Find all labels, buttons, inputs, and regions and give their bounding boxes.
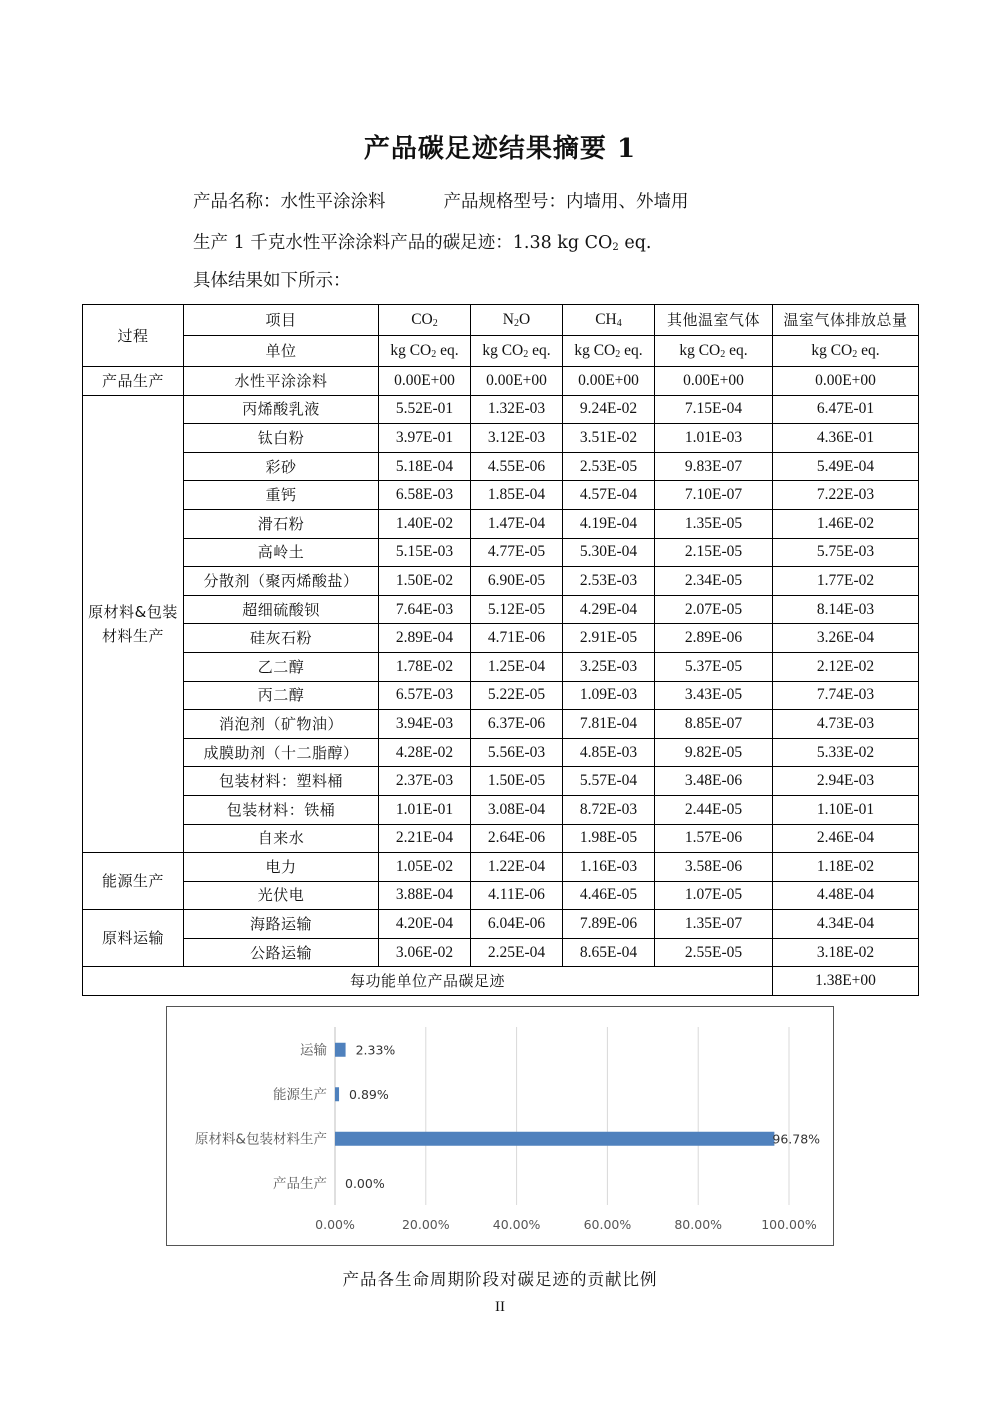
value-cell: 6.90E-05 — [471, 567, 563, 596]
table-row — [83, 710, 919, 739]
cell-text: eq. — [436, 342, 459, 359]
value-cell: 1.01E-01 — [379, 795, 471, 824]
item-cell: 海路运输 — [184, 910, 379, 939]
table-row — [83, 767, 919, 796]
value-cell: 6.47E-01 — [773, 395, 919, 424]
item-cell: 公路运输 — [184, 938, 379, 967]
value-cell: 1.05E-02 — [379, 853, 471, 882]
bar — [335, 1087, 339, 1101]
value-cell: 7.74E-03 — [773, 681, 919, 710]
value-cell: 4.34E-04 — [773, 910, 919, 939]
value-cell: 5.52E-01 — [379, 395, 471, 424]
value-cell: 3.18E-02 — [773, 938, 919, 967]
footer-label: 每功能单位产品碳足迹 — [83, 967, 773, 996]
item-cell: 包装材料：铁桶 — [184, 795, 379, 824]
cell-subscript: 4 — [616, 318, 622, 329]
value-cell: 4.20E-04 — [379, 910, 471, 939]
value-cell: 1.09E-03 — [563, 681, 655, 710]
value-cell: 1.01E-03 — [655, 424, 773, 453]
process-cell: 原料运输 — [83, 910, 184, 967]
table-row — [83, 652, 919, 681]
value-cell: 1.78E-02 — [379, 652, 471, 681]
value-cell: 3.48E-06 — [655, 767, 773, 796]
value-cell: 4.55E-06 — [471, 452, 563, 481]
value-cell: 7.15E-04 — [655, 395, 773, 424]
table-row — [83, 395, 919, 424]
item-cell: 包装材料：塑料桶 — [184, 767, 379, 796]
value-cell: 4.57E-04 — [563, 481, 655, 510]
header-process: 过程 — [83, 305, 184, 367]
item-cell: 滑石粉 — [184, 509, 379, 538]
value-cell: 0.00E+00 — [773, 367, 919, 396]
value-cell: 2.64E-06 — [471, 824, 563, 853]
results-intro: 具体结果如下所示： — [193, 271, 351, 291]
data-label: 0.89% — [349, 1086, 389, 1102]
value-cell: 4.77E-05 — [471, 538, 563, 567]
item-cell: 自来水 — [184, 824, 379, 853]
cell-text: kg CO — [574, 342, 616, 359]
footprint-subscript: 2 — [612, 242, 619, 253]
value-cell: 7.22E-03 — [773, 481, 919, 510]
value-cell: 6.57E-03 — [379, 681, 471, 710]
value-cell: 1.32E-03 — [471, 395, 563, 424]
cell-text: eq. — [528, 342, 551, 359]
value-cell: 2.55E-05 — [655, 938, 773, 967]
item-cell: 钛白粉 — [184, 424, 379, 453]
cell-subscript: 2 — [523, 349, 529, 360]
value-cell: 5.12E-05 — [471, 595, 563, 624]
cell-text: N — [502, 311, 514, 328]
value-cell: 1.77E-02 — [773, 567, 919, 596]
unit-cell — [379, 336, 471, 367]
value-cell: 3.12E-03 — [471, 424, 563, 453]
value-cell: 4.46E-05 — [563, 881, 655, 910]
value-cell: 2.44E-05 — [655, 795, 773, 824]
table-row — [83, 910, 919, 939]
value-cell: 7.64E-03 — [379, 595, 471, 624]
table-row — [83, 881, 919, 910]
unit-cell — [773, 336, 919, 367]
value-cell: 4.36E-01 — [773, 424, 919, 453]
value-cell: 2.89E-06 — [655, 624, 773, 653]
value-cell: 0.00E+00 — [563, 367, 655, 396]
value-cell: 1.57E-06 — [655, 824, 773, 853]
page-number: II — [495, 1299, 505, 1315]
value-cell: 3.06E-02 — [379, 938, 471, 967]
cell-subscript: 2 — [432, 318, 438, 329]
cell-text: CH — [595, 311, 617, 328]
value-cell: 1.18E-02 — [773, 853, 919, 882]
value-cell: 1.98E-05 — [563, 824, 655, 853]
value-cell: 9.24E-02 — [563, 395, 655, 424]
product-spec: 产品规格型号：内墙用、外墙用 — [443, 192, 689, 212]
value-cell: 5.57E-04 — [563, 767, 655, 796]
bar — [335, 1043, 346, 1057]
value-cell: 3.97E-01 — [379, 424, 471, 453]
contribution-chart — [166, 1006, 834, 1246]
value-cell: 1.25E-04 — [471, 652, 563, 681]
value-cell: 5.56E-03 — [471, 738, 563, 767]
value-cell: 3.58E-06 — [655, 853, 773, 882]
value-cell: 8.72E-03 — [563, 795, 655, 824]
cell-text: kg CO — [679, 342, 721, 359]
value-cell: 8.65E-04 — [563, 938, 655, 967]
value-cell: 4.71E-06 — [471, 624, 563, 653]
table-row — [83, 738, 919, 767]
value-cell: 4.19E-04 — [563, 509, 655, 538]
value-cell: 1.85E-04 — [471, 481, 563, 510]
unit-cell — [655, 336, 773, 367]
value-cell: 1.40E-02 — [379, 509, 471, 538]
bar — [335, 1132, 774, 1146]
process-cell: 产品生产 — [83, 367, 184, 396]
x-tick-label: 40.00% — [492, 1217, 541, 1232]
value-cell: 5.75E-03 — [773, 538, 919, 567]
value-cell: 4.28E-02 — [379, 738, 471, 767]
x-tick-label: 100.00% — [761, 1217, 817, 1232]
product-name: 产品名称：水性平涂涂料 — [193, 192, 386, 212]
value-cell: 3.26E-04 — [773, 624, 919, 653]
table-row — [83, 595, 919, 624]
value-cell: 8.85E-07 — [655, 710, 773, 739]
value-cell: 7.81E-04 — [563, 710, 655, 739]
table-row — [83, 538, 919, 567]
value-cell: 5.30E-04 — [563, 538, 655, 567]
cell-subscript: 2 — [720, 349, 726, 360]
cell-subscript: 2 — [615, 349, 621, 360]
table-row — [83, 367, 919, 396]
value-cell: 2.34E-05 — [655, 567, 773, 596]
value-cell: 2.25E-04 — [471, 938, 563, 967]
value-cell: 5.49E-04 — [773, 452, 919, 481]
value-cell: 9.83E-07 — [655, 452, 773, 481]
item-cell: 成膜助剂（十二脂醇） — [184, 738, 379, 767]
value-cell: 2.94E-03 — [773, 767, 919, 796]
value-cell: 9.82E-05 — [655, 738, 773, 767]
chart-caption: 产品各生命周期阶段对碳足迹的贡献比例 — [342, 1270, 658, 1289]
value-cell: 5.15E-03 — [379, 538, 471, 567]
table-header-row — [83, 305, 919, 336]
value-cell: 2.46E-04 — [773, 824, 919, 853]
value-cell: 2.53E-03 — [563, 567, 655, 596]
value-cell: 4.48E-04 — [773, 881, 919, 910]
item-cell: 丙烯酸乳液 — [184, 395, 379, 424]
table-row — [83, 938, 919, 967]
item-cell: 超细硫酸钡 — [184, 595, 379, 624]
value-cell: 5.18E-04 — [379, 452, 471, 481]
footprint-text: 生产 1 千克水性平涂涂料产品的碳足迹：1.38 kg CO — [193, 233, 613, 253]
value-cell: 2.37E-03 — [379, 767, 471, 796]
value-cell: 2.15E-05 — [655, 538, 773, 567]
table-row — [83, 795, 919, 824]
category-label: 产品生产 — [273, 1175, 327, 1192]
unit-cell — [563, 336, 655, 367]
category-label: 原材料&包装材料生产 — [194, 1131, 327, 1148]
value-cell: 6.58E-03 — [379, 481, 471, 510]
value-cell: 0.00E+00 — [471, 367, 563, 396]
value-cell: 3.25E-03 — [563, 652, 655, 681]
item-cell: 消泡剂（矿物油） — [184, 710, 379, 739]
value-cell: 5.22E-05 — [471, 681, 563, 710]
value-cell: 2.91E-05 — [563, 624, 655, 653]
footprint-statement — [193, 229, 651, 254]
header-gas — [379, 305, 471, 336]
cell-text: O — [519, 311, 531, 328]
value-cell: 6.37E-06 — [471, 710, 563, 739]
item-cell: 重钙 — [184, 481, 379, 510]
cell-text: eq. — [857, 342, 880, 359]
item-cell: 水性平涂涂料 — [184, 367, 379, 396]
table-row — [83, 452, 919, 481]
value-cell: 7.10E-07 — [655, 481, 773, 510]
table-row — [83, 567, 919, 596]
header-gas — [563, 305, 655, 336]
value-cell: 4.73E-03 — [773, 710, 919, 739]
table-row — [83, 824, 919, 853]
value-cell: 1.35E-07 — [655, 910, 773, 939]
table-unit-row — [83, 336, 919, 367]
value-cell: 2.53E-05 — [563, 452, 655, 481]
value-cell: 1.46E-02 — [773, 509, 919, 538]
header-item: 项目 — [184, 305, 379, 336]
value-cell: 3.88E-04 — [379, 881, 471, 910]
value-cell: 2.89E-04 — [379, 624, 471, 653]
value-cell: 1.22E-04 — [471, 853, 563, 882]
value-cell: 2.12E-02 — [773, 652, 919, 681]
table-row — [83, 509, 919, 538]
data-label: 96.78% — [772, 1131, 821, 1147]
item-cell: 分散剂（聚丙烯酸盐） — [184, 567, 379, 596]
value-cell: 5.33E-02 — [773, 738, 919, 767]
table-row — [83, 624, 919, 653]
footer-value: 1.38E+00 — [773, 967, 919, 996]
item-cell: 丙二醇 — [184, 681, 379, 710]
unit-cell — [471, 336, 563, 367]
value-cell: 2.07E-05 — [655, 595, 773, 624]
footprint-suffix: eq. — [618, 233, 652, 253]
page-title: 产品碳足迹结果摘要 1 — [363, 134, 637, 164]
value-cell: 4.11E-06 — [471, 881, 563, 910]
carbon-footprint-table — [82, 304, 919, 996]
data-label: 2.33% — [355, 1042, 396, 1058]
cell-text: eq. — [725, 342, 748, 359]
contribution-chart-svg — [167, 1007, 833, 1245]
value-cell: 1.10E-01 — [773, 795, 919, 824]
value-cell: 8.14E-03 — [773, 595, 919, 624]
value-cell: 1.50E-02 — [379, 567, 471, 596]
value-cell: 4.85E-03 — [563, 738, 655, 767]
value-cell: 0.00E+00 — [379, 367, 471, 396]
value-cell: 1.47E-04 — [471, 509, 563, 538]
value-cell: 3.08E-04 — [471, 795, 563, 824]
category-label: 能源生产 — [273, 1086, 327, 1103]
product-info-line — [193, 188, 689, 213]
value-cell: 3.43E-05 — [655, 681, 773, 710]
header-total: 温室气体排放总量 — [773, 305, 919, 336]
value-cell: 1.35E-05 — [655, 509, 773, 538]
value-cell: 5.37E-05 — [655, 652, 773, 681]
item-cell: 高岭土 — [184, 538, 379, 567]
cell-text: CO — [411, 311, 433, 328]
item-cell: 光伏电 — [184, 881, 379, 910]
table-footer-row — [83, 967, 919, 996]
header-gas — [471, 305, 563, 336]
value-cell: 0.00E+00 — [655, 367, 773, 396]
value-cell: 2.21E-04 — [379, 824, 471, 853]
cell-subscript: 2 — [431, 349, 437, 360]
cell-subscript: 2 — [852, 349, 858, 360]
data-label: 0.00% — [345, 1175, 385, 1191]
cell-subscript: 2 — [514, 318, 519, 329]
table-row — [83, 481, 919, 510]
value-cell: 7.89E-06 — [563, 910, 655, 939]
table-row — [83, 681, 919, 710]
process-cell: 能源生产 — [83, 853, 184, 910]
value-cell: 3.51E-02 — [563, 424, 655, 453]
value-cell: 3.94E-03 — [379, 710, 471, 739]
cell-text: kg CO — [811, 342, 853, 359]
cell-text: eq. — [620, 342, 643, 359]
item-cell: 电力 — [184, 853, 379, 882]
value-cell: 6.04E-06 — [471, 910, 563, 939]
value-cell: 1.50E-05 — [471, 767, 563, 796]
cell-text: kg CO — [390, 342, 432, 359]
table-row — [83, 853, 919, 882]
item-cell: 彩砂 — [184, 452, 379, 481]
x-tick-label: 60.00% — [583, 1217, 632, 1232]
header-other-gases: 其他温室气体 — [655, 305, 773, 336]
value-cell: 1.07E-05 — [655, 881, 773, 910]
value-cell: 4.29E-04 — [563, 595, 655, 624]
value-cell: 1.16E-03 — [563, 853, 655, 882]
x-tick-label: 80.00% — [674, 1217, 723, 1232]
x-tick-label: 20.00% — [401, 1217, 450, 1232]
cell-text: kg CO — [482, 342, 524, 359]
x-tick-label: 0.00% — [315, 1217, 355, 1232]
item-cell: 硅灰石粉 — [184, 624, 379, 653]
category-label: 运输 — [300, 1042, 327, 1059]
table-row — [83, 424, 919, 453]
process-cell: 原材料&包装材料生产 — [83, 395, 184, 853]
item-cell: 乙二醇 — [184, 652, 379, 681]
header-unit-label: 单位 — [184, 336, 379, 367]
